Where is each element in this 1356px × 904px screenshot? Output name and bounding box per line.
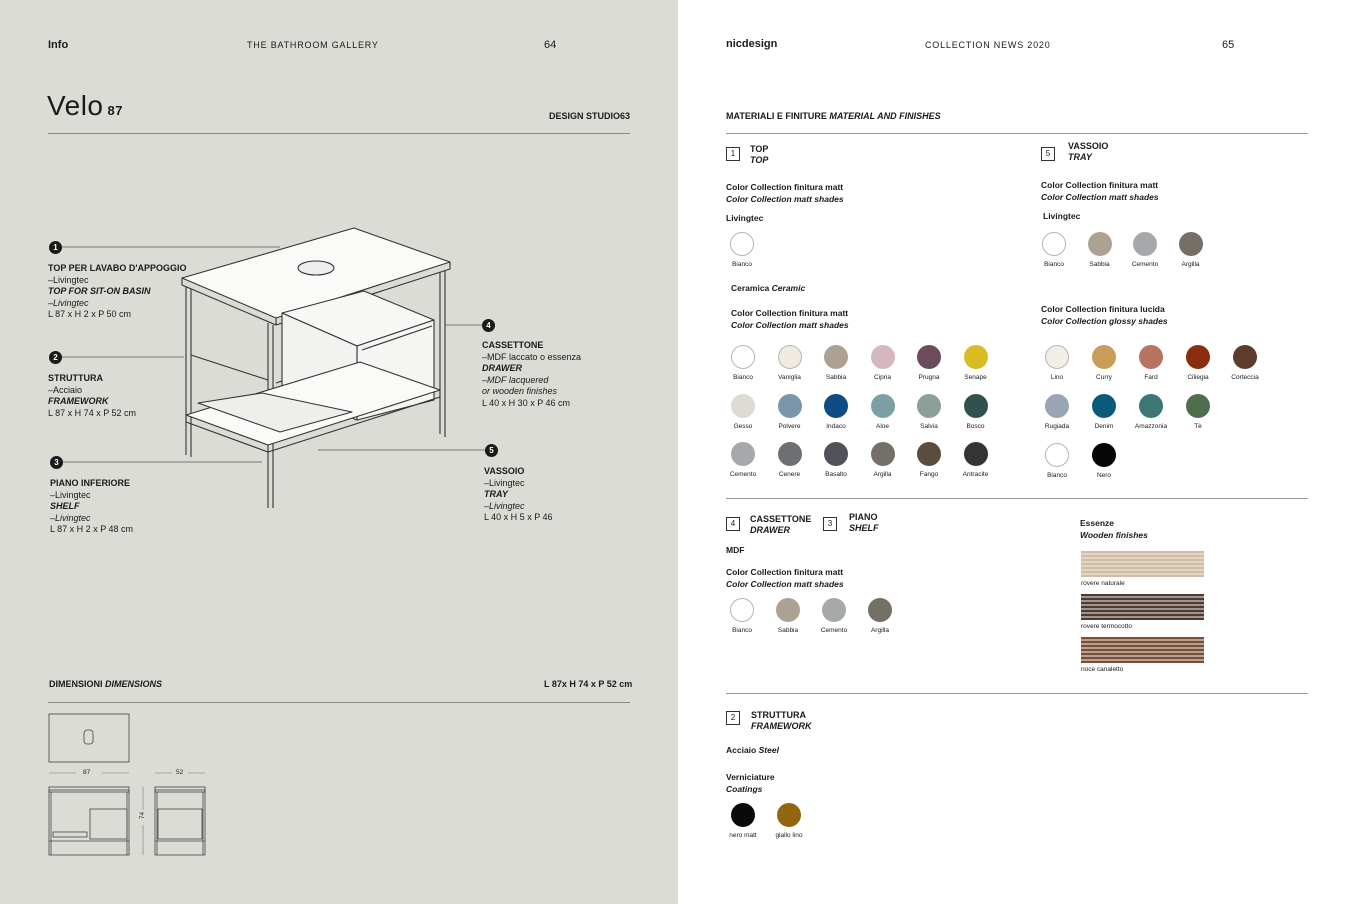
callout-top	[48, 263, 187, 321]
color-swatch	[778, 394, 802, 418]
callout-shelf-name: PIANO INFERIORE	[50, 478, 131, 488]
callout-frame	[48, 373, 136, 419]
swatch-label: Fard	[1144, 374, 1158, 381]
top-cc-en: Color Collection matt shades	[726, 193, 844, 204]
callout-top-dims: L 87 x H 2 x P 50 cm	[48, 309, 132, 319]
product-name: Velo	[47, 90, 104, 121]
swatch-label: Tè	[1194, 423, 1202, 430]
dimension-drawings	[40, 705, 220, 865]
drawer-cc-en: Color Collection matt shades	[726, 578, 844, 589]
swatch-label: Fango	[919, 471, 939, 478]
frame-material	[726, 745, 779, 757]
color-swatch	[1045, 345, 1069, 369]
callout-top-material: –Livingtec	[48, 274, 89, 285]
brand-logo: nicdesign	[726, 38, 778, 50]
wood-swatch	[1081, 551, 1204, 577]
color-swatch	[1092, 443, 1116, 467]
frame-section-number: 2	[726, 711, 740, 725]
tray-cc-it: Color Collection finitura matt	[1041, 180, 1159, 190]
color-swatch	[1045, 443, 1069, 467]
color-swatch	[777, 803, 801, 827]
top-material: Livingtec	[726, 213, 764, 223]
swatch-label: Basalto	[825, 471, 847, 478]
wood-label: rovere naturale	[1081, 580, 1125, 587]
swatch-label: Bianco	[732, 627, 752, 634]
callout-4-marker: 4	[482, 319, 495, 332]
top-title-en: TOP	[750, 155, 769, 165]
header-title-right: COLLECTION NEWS 2020	[925, 40, 1051, 50]
color-swatch	[964, 345, 988, 369]
color-swatch	[1139, 394, 1163, 418]
drawer-title-it: CASSETTONE	[750, 514, 812, 524]
swatch-label: Indaco	[826, 422, 846, 430]
swatch-label: Ciliegia	[1187, 374, 1209, 381]
section-divider	[726, 133, 1308, 134]
color-swatch	[778, 442, 802, 466]
ceramic-cc-it: Color Collection finitura matt	[731, 308, 849, 318]
header-title: THE BATHROOM GALLERY	[247, 40, 379, 50]
color-swatch	[871, 345, 895, 369]
tray-title-en: TRAY	[1068, 152, 1092, 162]
color-swatch	[731, 803, 755, 827]
ceramic-cc-en: Color Collection matt shades	[731, 319, 849, 330]
swatch-label: Sabbia	[777, 627, 799, 634]
divider-2	[726, 498, 1308, 499]
color-swatch	[1186, 345, 1210, 369]
swatch-label: Aloe	[875, 422, 889, 430]
tray-cc-en: Color Collection matt shades	[1041, 191, 1159, 202]
callout-drawer-material-en2: or wooden finishes	[482, 386, 558, 396]
swatch-label: Rugiada	[1044, 423, 1070, 430]
top-section-title	[750, 144, 768, 166]
callout-3-marker: 3	[50, 456, 63, 469]
drawer-section-title	[750, 514, 811, 536]
color-swatch	[731, 345, 755, 369]
callout-drawer-material: –MDF laccato o essenza	[482, 351, 582, 362]
callout-top-name: TOP PER LAVABO D'APPOGGIO	[48, 263, 187, 273]
tray-section-number: 5	[1041, 147, 1055, 161]
woods-en: Wooden finishes	[1080, 529, 1148, 540]
callout-shelf-material-en: –Livingtec	[50, 512, 91, 523]
shelf-section-title	[849, 512, 879, 534]
swatch-label: Prugna	[918, 374, 940, 381]
frame-title-en: FRAMEWORK	[751, 721, 812, 731]
wood-swatch	[1081, 594, 1204, 620]
drawer-section-number: 4	[726, 517, 740, 531]
callout-tray-material: –Livingtec	[484, 477, 525, 488]
swatch-label: Senape	[964, 374, 987, 381]
swatch-label: Polvere	[778, 422, 801, 430]
color-swatch	[1186, 394, 1210, 418]
swatch-label: Argilla	[873, 471, 892, 478]
color-swatch	[1088, 232, 1112, 256]
right-page	[678, 0, 1356, 904]
color-swatch	[1233, 345, 1257, 369]
callout-tray-dims: L 40 x H 5 x P 46	[484, 512, 553, 522]
color-swatch	[1045, 394, 1069, 418]
callout-5-marker: 5	[485, 444, 498, 457]
woods-heading	[1080, 518, 1148, 541]
color-swatch	[964, 394, 988, 418]
color-swatch	[731, 442, 755, 466]
dimensions-heading	[49, 679, 162, 689]
color-swatch	[1139, 345, 1163, 369]
color-swatch	[871, 442, 895, 466]
drawer-material: MDF	[726, 545, 745, 555]
color-swatch	[1042, 232, 1066, 256]
tray-section-title	[1068, 141, 1108, 163]
color-swatch	[917, 345, 941, 369]
page-number: 64	[544, 39, 557, 51]
page-number-right: 65	[1222, 39, 1235, 51]
color-swatch	[822, 598, 846, 622]
frame-section-title	[751, 710, 812, 732]
swatch-label: Argilla	[870, 627, 890, 634]
ceramic-heading	[731, 283, 805, 295]
color-swatch	[917, 394, 941, 418]
frame-coat-it: Verniciature	[726, 772, 775, 782]
callout-2-marker: 2	[49, 351, 62, 364]
color-swatch	[1133, 232, 1157, 256]
callout-shelf	[50, 478, 133, 536]
swatch-label: Vaniglia	[778, 374, 801, 381]
callout-drawer	[482, 340, 581, 409]
swatch-label: Antracite	[962, 471, 989, 478]
swatch-label: Bosco	[966, 422, 985, 430]
callout-top-name-en: TOP FOR SIT-ON BASIN	[48, 286, 151, 296]
swatch-label: Denim	[1094, 423, 1114, 430]
callout-drawer-name: CASSETTONE	[482, 340, 544, 350]
frame-material-it: Acciaio	[726, 745, 757, 755]
callout-top-material-en: –Livingtec	[48, 297, 89, 308]
dim-depth: 52	[176, 769, 184, 776]
wood-swatch	[1081, 637, 1204, 663]
section-title	[726, 111, 941, 121]
top-section-number: 1	[726, 147, 740, 161]
callout-tray-name-en: TRAY	[484, 489, 508, 499]
frame-coatings	[726, 772, 775, 795]
swatch-label: Cipria	[874, 374, 891, 381]
callout-drawer-material-en: –MDF lacquered	[482, 374, 549, 385]
color-swatch	[964, 442, 988, 466]
color-swatch	[730, 598, 754, 622]
swatch-label: Gesso	[733, 422, 753, 430]
top-cc	[726, 182, 844, 205]
color-swatch	[1179, 232, 1203, 256]
swatch-label: Nero	[1096, 472, 1112, 479]
divider-3	[726, 693, 1308, 694]
swatch-label: Cemento	[729, 471, 757, 478]
top-cc-it: Color Collection finitura matt	[726, 182, 844, 192]
color-swatch	[731, 394, 755, 418]
swatch-label: Salvia	[920, 422, 938, 430]
color-swatch	[1092, 394, 1116, 418]
swatch-label: Bianco	[732, 261, 752, 268]
swatch-label: Lino	[1050, 374, 1064, 381]
callout-shelf-name-en: SHELF	[50, 501, 80, 511]
callout-tray	[484, 466, 553, 524]
swatch-label: Argilla	[1181, 261, 1200, 268]
color-swatch	[1092, 345, 1116, 369]
wood-label: noce canaletto	[1081, 666, 1124, 673]
callout-drawer-dims: L 40 x H 30 x P 46 cm	[482, 397, 571, 408]
ceramic-cc	[731, 308, 849, 331]
swatch-label: Cenere	[778, 471, 801, 478]
glossy-cc-en: Color Collection glossy shades	[1041, 315, 1168, 326]
callout-shelf-dims: L 87 x H 2 x P 48 cm	[50, 524, 134, 534]
dim-width: 87	[83, 769, 91, 776]
top-title-it: TOP	[750, 144, 769, 154]
color-swatch	[824, 394, 848, 418]
swatch-label: Cemento	[1131, 261, 1159, 268]
swatch-label: Curry	[1096, 374, 1112, 381]
title-divider	[48, 133, 630, 134]
frame-coat-en: Coatings	[726, 783, 763, 794]
dimensions-label: DIMENSIONI	[49, 679, 103, 689]
dim-height: 74	[139, 811, 147, 820]
dimensions-divider	[48, 702, 630, 703]
color-swatch	[824, 442, 848, 466]
product-title	[47, 90, 123, 122]
header-section: Info	[48, 39, 69, 51]
frame-material-en: Steel	[758, 745, 779, 755]
wood-label: rovere termocotto	[1081, 623, 1132, 630]
swatch-label: Cemento	[820, 627, 848, 634]
drawer-cc	[726, 567, 844, 590]
swatch-label: Bianco	[1047, 472, 1067, 479]
tray-cc	[1041, 180, 1159, 203]
color-swatch	[917, 442, 941, 466]
swatch-label: giallo lino	[775, 832, 803, 839]
swatch-label: Amazzonia	[1134, 423, 1168, 430]
product-size: 87	[107, 103, 123, 118]
color-swatch	[824, 345, 848, 369]
callout-frame-name-en: FRAMEWORK	[48, 396, 109, 406]
callout-tray-material-en: –Livingtec	[484, 500, 525, 511]
callout-1-marker: 1	[49, 241, 62, 254]
glossy-cc-it: Color Collection finitura lucida	[1041, 304, 1165, 314]
dimensions-label-en: DIMENSIONS	[105, 679, 163, 689]
callout-shelf-material: –Livingtec	[50, 489, 91, 500]
shelf-title-en: SHELF	[849, 523, 879, 533]
tray-title-it: VASSOIO	[1068, 141, 1109, 151]
callout-tray-name: VASSOIO	[484, 466, 525, 476]
color-swatch	[776, 598, 800, 622]
swatch-label: Bianco	[733, 374, 753, 381]
drawer-cc-it: Color Collection finitura matt	[726, 567, 844, 577]
woods-it: Essenze	[1080, 518, 1115, 528]
callout-frame-material: –Acciaio	[48, 384, 83, 395]
dimensions-value: L 87x H 74 x P 52 cm	[544, 679, 633, 689]
callout-drawer-name-en: DRAWER	[482, 363, 522, 373]
swatch-label: Sabbia	[1089, 261, 1110, 268]
tray-material: Livingtec	[1043, 211, 1081, 221]
shelf-section-number: 3	[823, 517, 837, 531]
color-swatch	[868, 598, 892, 622]
section-title-it: MATERIALI E FINITURE	[726, 111, 827, 121]
swatch-label: Bianco	[1044, 261, 1064, 268]
swatch-label: Corteccia	[1231, 374, 1259, 381]
color-swatch	[730, 232, 754, 256]
section-title-en: MATERIAL AND FINISHES	[829, 111, 941, 121]
color-swatch	[871, 394, 895, 418]
designer: DESIGN STUDIO63	[549, 111, 631, 121]
callout-frame-name: STRUTTURA	[48, 373, 103, 383]
swatch-label: Sabbia	[825, 374, 847, 381]
color-swatch	[778, 345, 802, 369]
callout-frame-dims: L 87 x H 74 x P 52 cm	[48, 407, 137, 418]
shelf-title-it: PIANO	[849, 512, 878, 522]
drawer-title-en: DRAWER	[750, 525, 790, 535]
ceramic-en: Ceramic	[771, 283, 806, 293]
glossy-cc	[1041, 304, 1168, 327]
frame-title-it: STRUTTURA	[751, 710, 806, 720]
swatch-label: nero matt	[729, 832, 757, 839]
ceramic-it: Ceramica	[731, 283, 770, 293]
